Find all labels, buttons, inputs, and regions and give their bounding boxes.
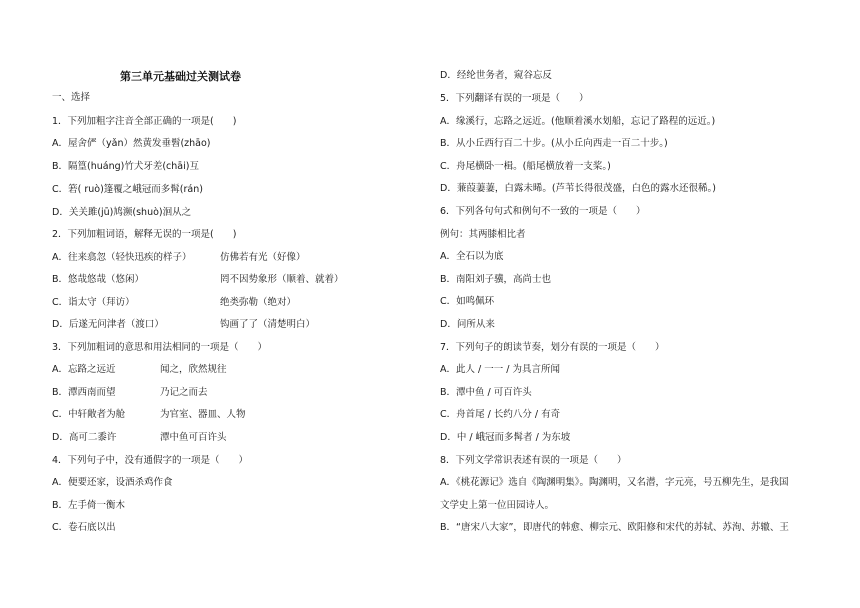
q6-option-c: C．如鸣佩环 <box>440 296 495 307</box>
question-4: 4．下列句子中，没有通假字的一项是（ ） <box>52 455 249 466</box>
q2-option-c <box>52 297 412 309</box>
q3-option-a <box>52 364 412 376</box>
q1-option-a: A．屋舍俨（yǎn）然黄发垂髫(zhāo) <box>52 138 211 149</box>
q2-option-d <box>52 319 412 331</box>
q8-option-b: B．“唐宋八大家”，即唐代的韩愈、柳宗元、欧阳修和宋代的苏轼、苏洵、苏辙、王 <box>440 522 789 533</box>
q3-option-c <box>52 409 412 421</box>
q2-option-a-right: 仿佛若有光（好像） <box>220 252 306 263</box>
question-6: 6．下列各句句式和例句不一致的一项是（ ） <box>440 206 646 217</box>
q2-option-c-right: 绝类弥勒（绝对） <box>220 297 297 308</box>
q2-option-b-left: B．悠哉悠哉（悠闲） <box>52 274 145 285</box>
q7-option-c: C．舟首尾 / 长约八分 / 有奇 <box>440 409 561 420</box>
q3-option-b-left: B．潭西南而望 <box>52 387 116 398</box>
question-3: 3．下列加粗词的意思和用法相同的一项是（ ） <box>52 342 268 353</box>
q3-option-c-right: 为官室、器皿、人物 <box>160 409 246 420</box>
q4-option-c: C．卷石底以出 <box>52 522 116 533</box>
q4-option-b: B．左手倚一衡木 <box>52 500 126 511</box>
q2-option-a <box>52 252 412 264</box>
q3-option-a-right: 闻之，欣然规往 <box>160 364 227 375</box>
question-7: 7．下列句子的朗读节奏，划分有误的一项是（ ） <box>440 342 665 353</box>
q2-option-a-left: A．往来翕忽（轻快迅疾的样子） <box>52 252 192 263</box>
q1-option-b: B．隔篁(huáng)竹犬牙差(chāi)互 <box>52 161 199 172</box>
q7-option-d: D．中 / 峨冠而多髯者 / 为东坡 <box>440 432 571 443</box>
question-1: 1．下列加粗字注音全部正确的一项是( ) <box>52 116 237 127</box>
q2-option-b <box>52 274 412 286</box>
q5-option-d: D．蒹葭萋萋，白露未晞。(芦苇长得很茂盛，白色的露水还很稀。) <box>440 183 716 194</box>
q5-option-a: A．缘溪行，忘路之远近。(他顺着溪水划船，忘记了路程的远近。) <box>440 116 716 127</box>
q6-option-d: D．问所从来 <box>440 319 495 330</box>
q8-option-a-line2: 文学史上第一位田园诗人。 <box>440 500 555 511</box>
q1-option-c: C．箬( ruò)篷覆之峨冠而多髯(rán) <box>52 184 203 195</box>
q4-option-d: D．经纶世务者，窥谷忘反 <box>440 70 552 81</box>
section-heading: 一、选择 <box>52 92 91 103</box>
q3-option-d-left: D．高可二黍许 <box>52 432 117 443</box>
q3-option-b-right: 乃记之而去 <box>160 387 208 398</box>
q2-option-b-right: 罔不因势象形（顺着、就着） <box>220 274 344 285</box>
q4-option-a: A．便要还家，设酒杀鸡作食 <box>52 477 173 488</box>
q3-option-b <box>52 387 412 399</box>
question-2: 2．下列加粗词语，解释无误的一项是( ) <box>52 229 237 240</box>
q6-option-b: B．南阳刘子骥，高尚士也 <box>440 274 552 285</box>
q2-option-c-left: C．诣太守（拜访） <box>52 297 135 308</box>
q6-example: 例句：其两膝相比者 <box>440 229 526 240</box>
q7-option-b: B．潭中鱼 / 可百许头 <box>440 387 532 398</box>
q3-option-c-left: C．中轩敞者为舱 <box>52 409 126 420</box>
q5-option-b: B．从小丘西行百二十步。(从小丘向西走一百二十步。) <box>440 138 668 149</box>
q7-option-a: A．此人 / 一一 / 为具言所闻 <box>440 364 560 375</box>
q1-option-d: D．关关雎(jū)鸠濒(shuò)洄从之 <box>52 207 192 218</box>
q6-option-a: A．全石以为底 <box>440 251 504 262</box>
question-5: 5．下列翻译有误的一项是（ ） <box>440 93 589 104</box>
page-title: 第三单元基础过关测试卷 <box>120 70 241 83</box>
q3-option-d <box>52 432 412 444</box>
q8-option-a-line1: A．《桃花源记》选自《陶渊明集》。陶渊明，又名潜，字元亮，号五柳先生，是我国 <box>440 477 789 488</box>
q5-option-c: C．舟尾横卧一楫。(船尾横放着一支桨。) <box>440 161 611 172</box>
question-8: 8．下列文学常识表述有误的一项是（ ） <box>440 455 627 466</box>
q3-option-d-right: 潭中鱼可百许头 <box>160 432 227 443</box>
q2-option-d-right: 钩画了了（清楚明白） <box>220 319 316 330</box>
q3-option-a-left: A．忘路之远近 <box>52 364 116 375</box>
q2-option-d-left: D．后遂无问津者（渡口） <box>52 319 164 330</box>
